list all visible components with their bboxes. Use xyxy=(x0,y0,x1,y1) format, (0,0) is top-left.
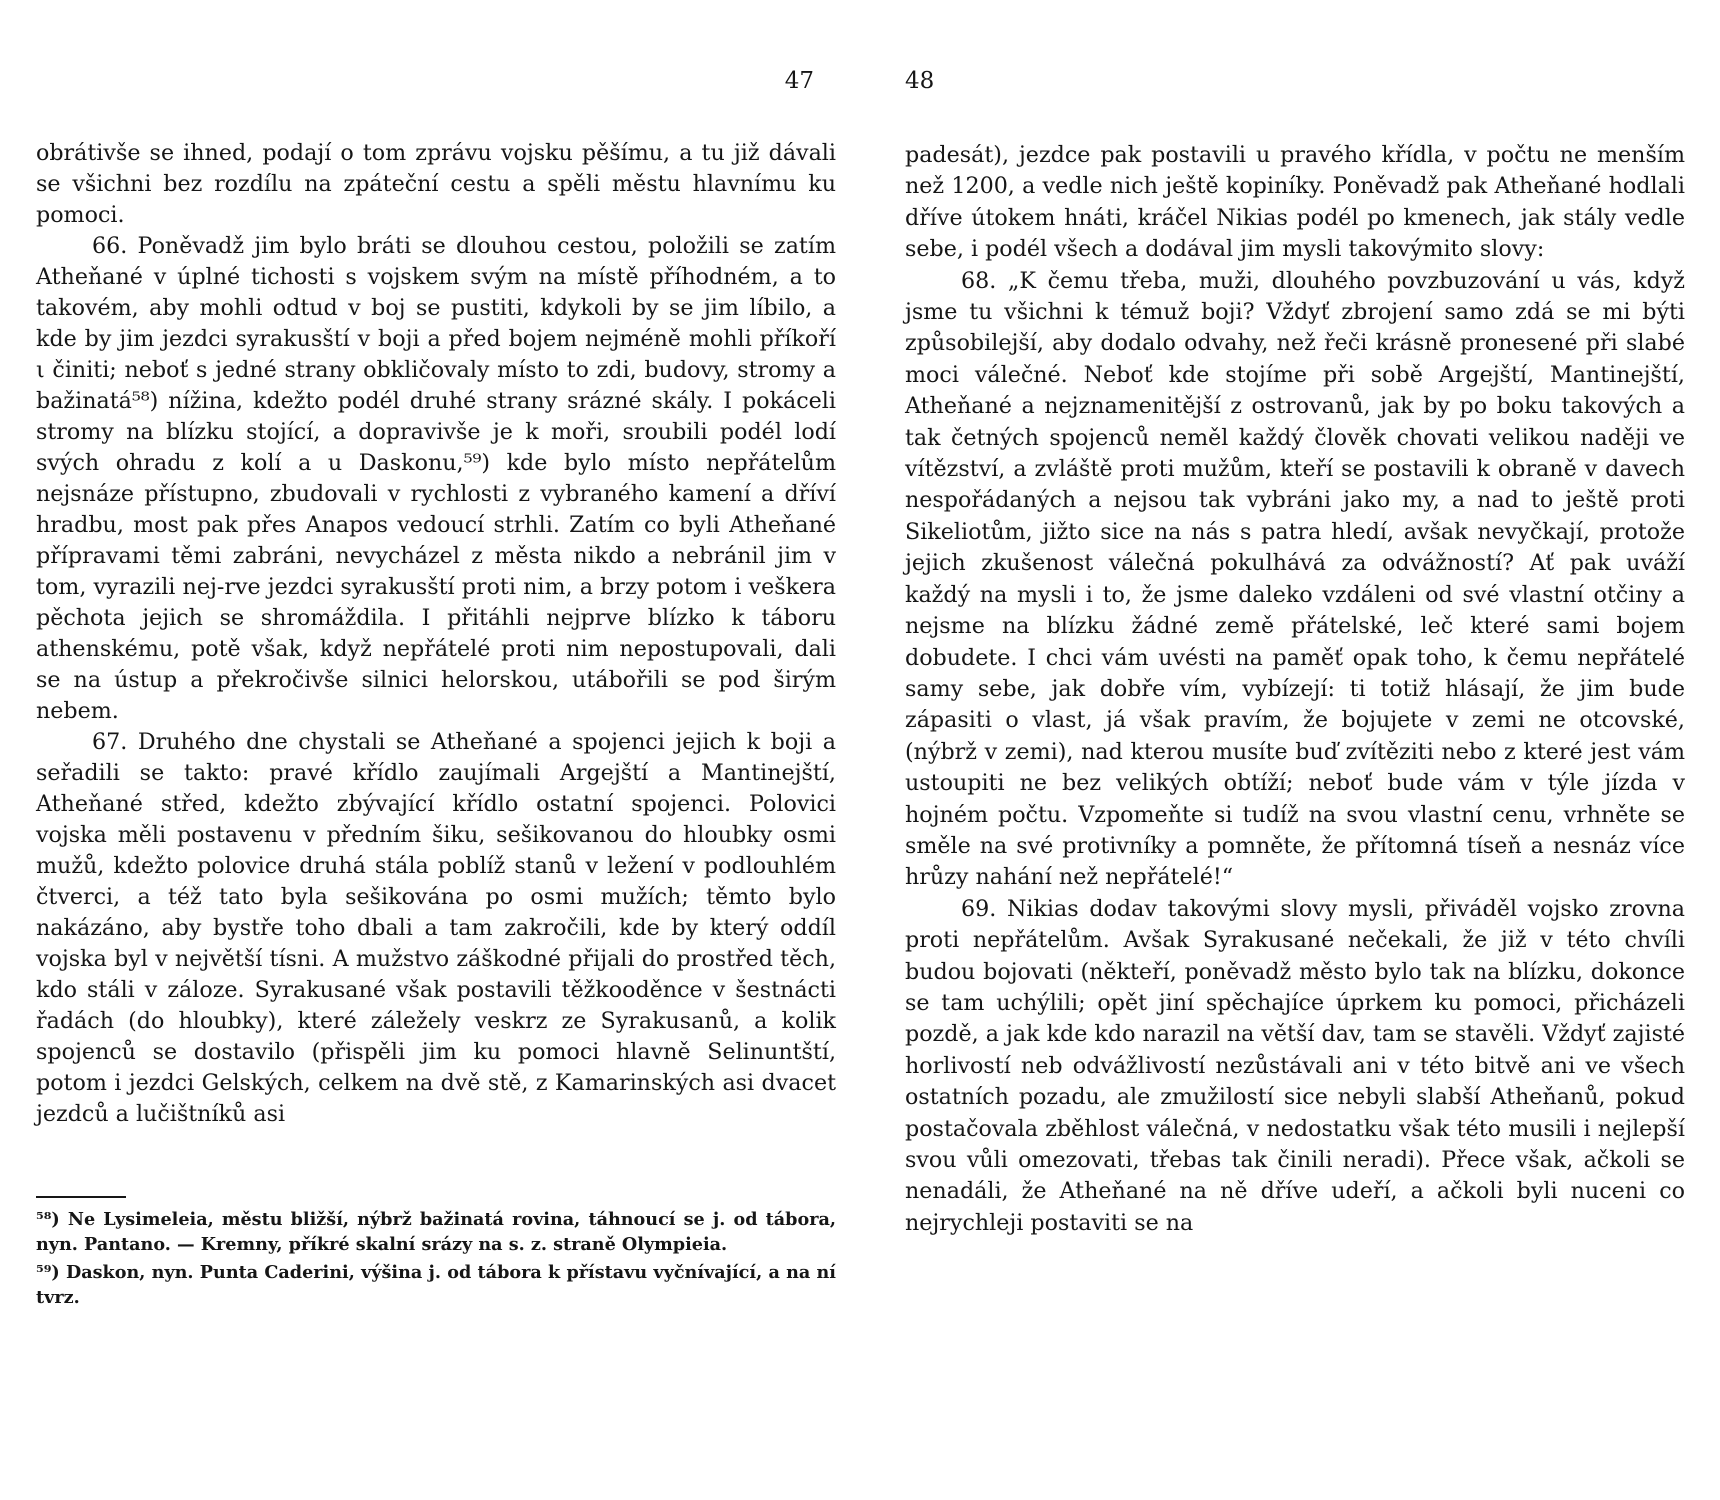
paragraph: obrátivše se ihned, podají o tom zprávu vojsku pěšímu, a tu již dávali se všichni bez rozdílu na zpáteční cestu a spěli městu hlavnímu ku pomoci. xyxy=(36,140,836,228)
right-page xyxy=(905,0,1685,1500)
body-text xyxy=(905,140,1685,1239)
page-number: 48 xyxy=(905,68,935,94)
footnote-divider xyxy=(36,1196,126,1198)
paragraph-66: 66. Poněvadž jim bylo bráti se dlouhou cestou, položili se zatím Atheňané v úplné tichosti s vojskem svým na místě příhodném, a to takovém, aby mohli odtud v boj se pustiti, kdykoli by se jim líbilo, a kde by jim jezdci syrakusští v boji a před bojem nejméně mohli příkoří ι činiti; neboť s jedné strany obkličovaly místo to zdi, budovy, stromy a bažinatá⁵⁸) nížina, kdežto podél druhé strany srázné skály. I pokáceli stromy na blízku stojící, a dopravivše je k moři, sroubili podél lodí svých ohradu z kolí a u Daskonu,⁵⁹) kde bylo místo nepřátelům nejsnáze přístupno, zbudovali v rychlosti z vybraného kamení a dříví hradbu, most pak přes Anapos vedoucí strhli. Zatím co byli Atheňané přípravami těmi zabráni, nevycházel z města nikdo a nebránil jim v tom, vyrazili nej-rve jezdci syrakusští proti nim, a brzy potom i veškera pěchota jejich se shromáždila. I přitáhli nejprve blízko k táboru athenskému, potě však, když nepřátelé proti nim nepostupovali, dali se na ústup a překročivše silnici helorskou, utábořili se pod širým nebem. xyxy=(36,233,836,724)
paragraph-69: 69. Nikias dodav takovými slovy mysli, přiváděl vojsko zrovna proti nepřátelům. Avšak Syrakusané nečekali, že již v této chvíli budou bojovati (někteří, poněvadž město bylo tak na blízku, dokonce se tam uchýlili; opět jiní spěchajíce úprkem ku pomoci, přicházeli pozdě, a jak kde kdo narazil na větší dav, tam se stavěli. Vždyť zajisté horlivostí neb odvážlivostí nezůstávali ani v této bitvě ani ve všech ostatních pozadu, ale zmužilostí sice nebyli slabší Atheňanů, pokud postačovala zběhlost válečná, v nedostatku však této musili i nejlepší svou vůli omezovati, třebas tak činili neradi). Přece však, ačkoli se nenadáli, že Atheňané na ně dříve udeří, a ačkoli byli nuceni co nejrychleji postaviti se na xyxy=(905,895,1685,1236)
paragraph: padesát), jezdce pak postavili u pravého křídla, v počtu ne menším než 1200, a vedle nich ještě kopiníky. Poněvadž pak Atheňané hodlali dříve útokem hnáti, kráčel Nikias podél po kmenech, jak stály vedle sebe, i podél všech a dodával jim mysli takovýmito slovy: xyxy=(905,142,1685,263)
footnote-59: ⁵⁹) Daskon, nyn. Punta Caderini, výšina j. od tábora k přístavu vyčnívající, a na ní tvrz. xyxy=(36,1262,836,1308)
body-text xyxy=(36,138,836,1130)
paragraph-68: 68. „K čemu třeba, muži, dlouhého povzbuzování u vás, když jsme tu všichni k témuž boji? Vždyť zbrojení samo zdá se mi býti způsobilejší, aby dodalo odvahy, než řeči krásně pronesené při slabé moci válečné. Neboť kde stojíme při sobě Argejští, Mantinejští, Atheňané a nejznamenitější z ostrovanů, jak by po boku takových a tak četných spojenců neměl každý člověk chovati velikou naději ve vítězství, a zvláště proti mužům, kteří se postavili k obraně v davech nespořádaných a nejsou tak vybráni jako my, a nad to ještě proti Sikeliotům, jižto sice na nás s patra hledí, avšak nevyčkají, protože jejich zkušenost válečná pokulhává za odvážností? Ať pak uváží každý na mysli i to, že jsme daleko vzdáleni od své vlastní otčiny a nejsme na blízku žádné země přátelské, leč které sami bojem dobudete. I chci vám uvésti na paměť opak toho, k čemu nepřátelé samy sebe, jak dobře vím, vybízejí: ti totiž hlásají, že jim bude zápasiti o vlast, já však pravím, že bojujete v zemi ne otcovské, (nýbrž v zemi), nad kterou musíte buď zvítěziti nebo z které jest vám ustoupiti ne bez velikých obtíží; neboť bude vám v týle jízda v hojném počtu. Vzpomeňte si tudíž na svou vlastní cenu, vrhněte se směle na své protivníky a pomněte, že přítomná tíseň a nesnáz více hrůzy nahání než nepřátelé!“ xyxy=(905,267,1685,891)
footnotes xyxy=(36,1208,836,1314)
footnote-58: ⁵⁸) Ne Lysimeleia, městu bližší, nýbrž bažinatá rovina, táhnoucí se j. od tábora, nyn. Pantano. — Kremny, příkré skalní srázy na s. z. straně Olympieia. xyxy=(36,1209,836,1255)
paragraph-67: 67. Druhého dne chystali se Atheňané a spojenci jejich k boji a seřadili se takto: pravé křídlo zaujímali Argejští a Mantinejští, Atheňané střed, kdežto zbývající křídlo ostatní spojenci. Polovici vojska měli postavenu v předním šiku, sešikovanou do hloubky osmi mužů, kdežto polovice druhá stála poblíž stanů v ležení v podlouhlém čtverci, a též tato byla sešikována po osmi mužích; těmto bylo nakázáno, aby bystře toho dbali a tam zakročili, kde by který oddíl vojska byl v největší tísni. A mužstvo záškodné přijali do prostřed těch, kdo stáli v záloze. Syrakusané však postavili těžkooděnce v šestnácti řadách (do hloubky), které záležely veskrz ze Syrakusanů, a kolik spojenců se dostavilo (přispěli jim ku pomoci hlavně Selinuntští, potom i jezdci Gelských, celkem na dvě stě, z Kamarinských asi dvacet jezdců a lučištníků asi xyxy=(36,729,836,1127)
left-page xyxy=(36,0,836,1500)
page-number: 47 xyxy=(784,68,814,94)
